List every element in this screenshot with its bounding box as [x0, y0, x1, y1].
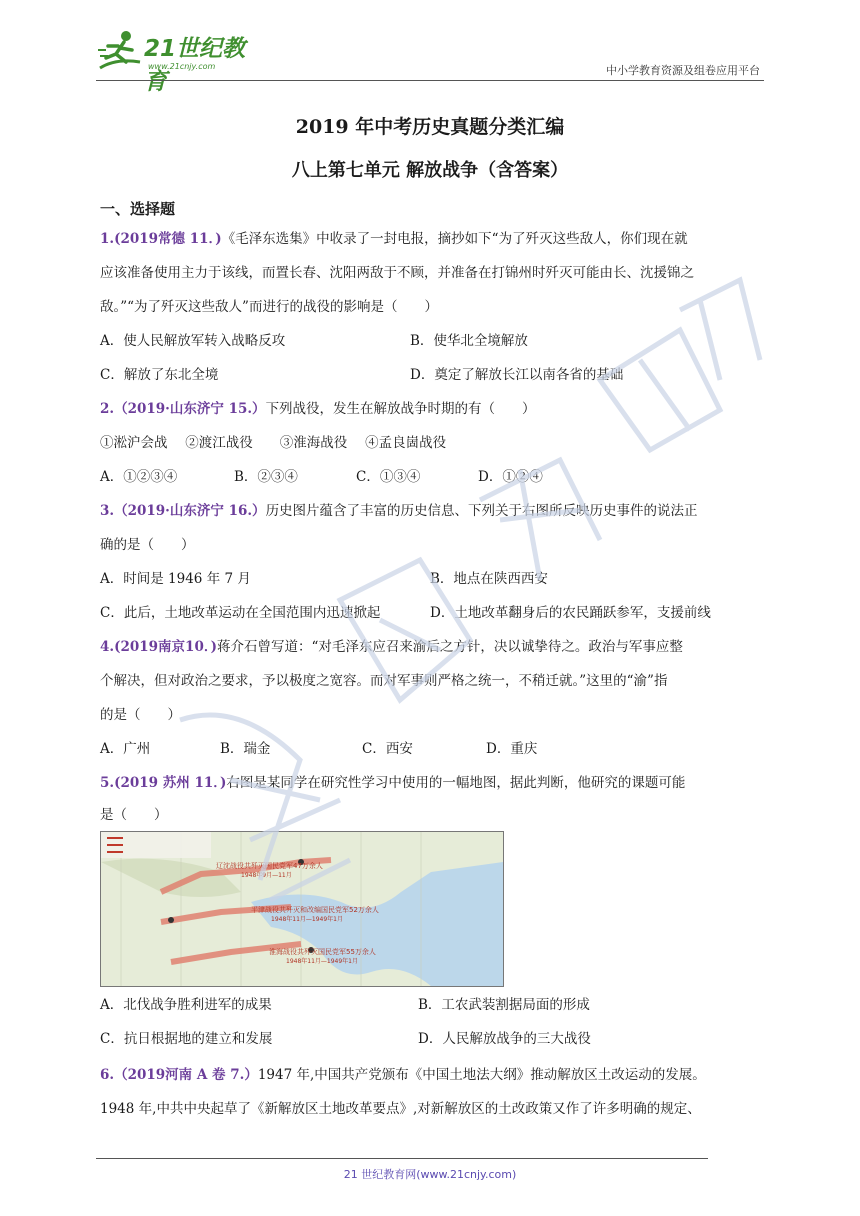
option-b: B．工农武装割据局面的形成: [418, 997, 590, 1013]
question-2: [100, 400, 536, 418]
option-b: B．瑞金: [220, 741, 271, 757]
question-text: 1947 年,中国共产党颁布《中国土地法大纲》推动解放区土改运动的发展。: [257, 1067, 706, 1083]
map-label-pingjin-date: 1948年11月—1949年1月: [271, 916, 343, 923]
option-d: D．奠定了解放长江以南各省的基础: [410, 367, 624, 383]
question-6: [100, 1066, 706, 1084]
option-d: D．重庆: [486, 741, 538, 757]
question-source: (2019常德 11．): [114, 231, 222, 247]
option-c: C．西安: [362, 741, 413, 757]
question-number: 4.: [100, 639, 115, 655]
option-c: C．①③④: [356, 469, 421, 485]
map-label-pingjin: 平津战役共歼灭和改编国民党军52万余人: [251, 906, 379, 914]
header-divider: [96, 80, 764, 81]
document-title: 2019 年中考历史真题分类汇编: [295, 116, 565, 138]
document-subtitle: 八上第七单元 解放战争（含答案）: [291, 160, 569, 181]
question-source: （2019·山东济宁 16.）: [114, 503, 266, 519]
question-3: [100, 502, 698, 520]
option-d: D．人民解放战争的三大战役: [418, 1031, 591, 1047]
logo: [96, 28, 266, 95]
option-b: B．使华北全境解放: [410, 333, 528, 349]
battle-map-image: [100, 831, 504, 987]
map-illustration: [101, 832, 503, 986]
question-text: 应该准备使用主力于该线，而置长春、沈阳两敌于不顾，并准备在打锦州时歼灭可能由长、沈援锦之: [100, 265, 694, 281]
page-header: [96, 28, 764, 95]
option-a: A．广州: [100, 741, 151, 757]
option-a: A．时间是 1946 年 7 月: [100, 571, 251, 587]
question-number: 2.: [100, 401, 115, 417]
question-text: 个解决，但对政治之要求，予以极度之宽容。而对军事则严格之统一，不稍迁就。”这里的“渝”指: [100, 673, 668, 689]
option-c: C．抗日根据地的建立和发展: [100, 1031, 273, 1047]
question-text: 《毛泽东选集》中收录了一封电报，摘抄如下“为了歼灭这些敌人，你们现在就: [221, 231, 688, 247]
platform-name: 中小学教育资源及组卷应用平台: [606, 64, 760, 77]
map-label-liaoshen-date: 1948年9月—11月: [241, 872, 292, 879]
question-text: 蒋介石曾写道：“对毛泽东应召来渝后之方针，决以诚挚待之。政治与军事应整: [216, 639, 683, 655]
option-d: D．土地改革翻身后的农民踊跃参军，支援前线: [430, 605, 711, 621]
option-b: B．地点在陕西西安: [430, 571, 548, 587]
question-text: 右图是某同学在研究性学习中使用的一幅地图，据此判断，他研究的课题可能: [226, 775, 686, 791]
logo-text: 21世纪教育: [144, 36, 246, 95]
question-source: （2019河南 A 卷 7.）: [114, 1067, 258, 1083]
question-text: 确的是（ ）: [100, 537, 195, 553]
question-number: 1.: [100, 231, 115, 247]
option-a: A．使人民解放军转入战略反攻: [100, 333, 286, 349]
question-source: (2019 苏州 11．): [114, 775, 227, 791]
question-number: 3.: [100, 503, 115, 519]
question-source: (2019南京10．): [114, 639, 217, 655]
question-5: [100, 774, 685, 792]
option-c: C．解放了东北全境: [100, 367, 219, 383]
question-1: [100, 230, 688, 248]
question-text: 历史图片蕴含了丰富的历史信息、下列关于右图所反映历史事件的说法正: [265, 503, 698, 519]
question-number: 6.: [100, 1067, 115, 1083]
footer-text: 21 世纪教育网(www.21cnjy.com): [343, 1168, 517, 1181]
question-text: 是（ ）: [100, 807, 168, 823]
section-heading: 一、选择题: [100, 200, 176, 218]
option-a: A．北伐战争胜利进军的成果: [100, 997, 272, 1013]
map-label-huaihai: 淮海战役共歼灭国民党军55万余人: [269, 948, 376, 956]
logo-url: www.21cnjy.com: [148, 62, 216, 71]
question-text: 的是（ ）: [100, 707, 181, 723]
map-label-huaihai-date: 1948年11月—1949年1月: [286, 958, 358, 965]
question-text: 下列战役，发生在解放战争时期的有（ ）: [265, 401, 536, 417]
option-c: C．此后，土地改革运动在全国范围内迅速掀起: [100, 605, 381, 621]
question-source: （2019·山东济宁 15.）: [114, 401, 266, 417]
option-a: A．①②③④: [100, 469, 178, 485]
question-text: ①淞沪会战 ②渡江战役 ③淮海战役 ④孟良崮战役: [100, 435, 447, 451]
question-text: 1948 年,中共中央起草了《新解放区土地改革要点》,对新解放区的土改政策又作了许多明确的规定、: [100, 1101, 701, 1117]
map-label-liaoshen: 辽沈战役共歼灭国民党军47万余人: [216, 862, 323, 870]
question-text: 敌。”“为了歼灭这些敌人”而进行的战役的影响是（ ）: [100, 299, 438, 315]
runner-logo-icon: [96, 28, 144, 74]
option-b: B．②③④: [234, 469, 298, 485]
footer-divider: [96, 1158, 708, 1159]
option-d: D．①②④: [478, 469, 543, 485]
question-4: [100, 638, 683, 656]
question-number: 5.: [100, 775, 115, 791]
